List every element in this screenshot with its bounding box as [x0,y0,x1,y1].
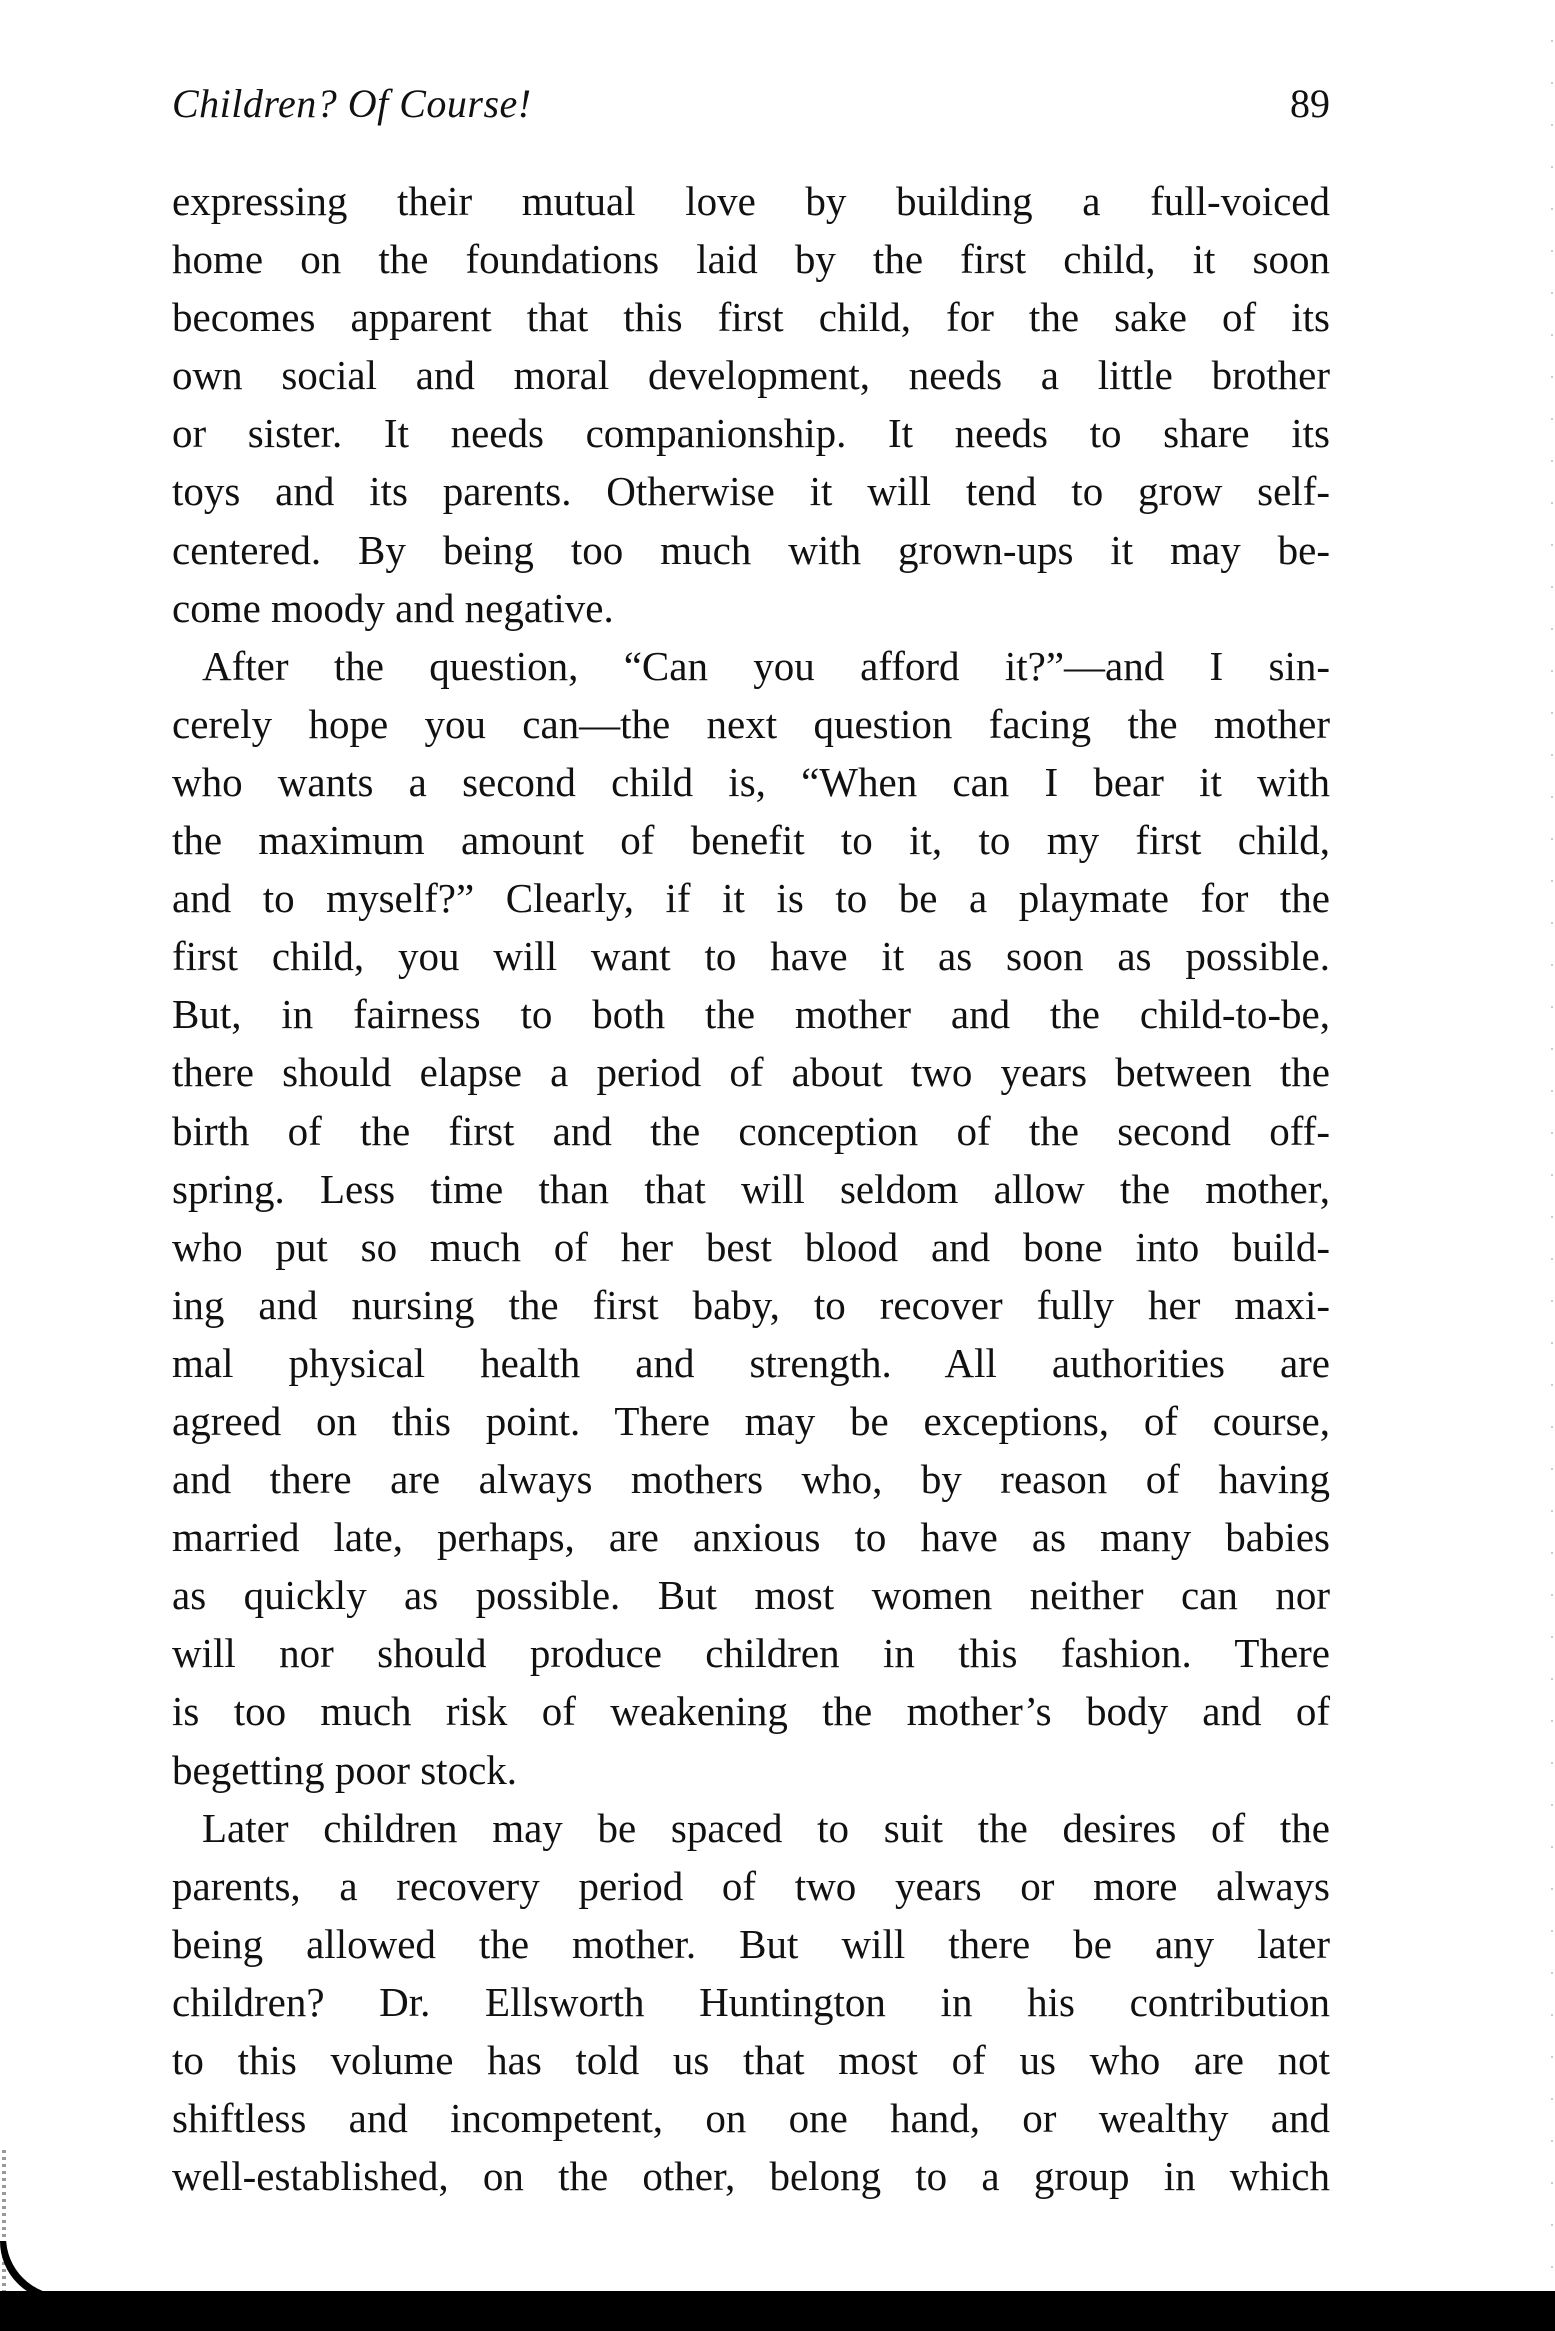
line-text: who wants a second child is, “When can I bear it with [172,758,1330,805]
text-line [172,1682,1330,1740]
text-line [172,1450,1330,1508]
text-line [172,521,1330,579]
text-line [172,811,1330,869]
line-text: to this volume has told us that most of us who are not [172,2037,1330,2083]
line-text: being allowed the mother. But will there be any later [172,1920,1330,1967]
text-line [172,404,1330,462]
text-line [172,172,1330,230]
line-text: own social and moral development, needs a little brother [172,352,1330,399]
text-line [172,1741,1330,1799]
line-text: parents, a recovery period of two years or more always [172,1862,1330,1909]
text-line [172,1624,1330,1682]
paragraph-first-line [172,1799,1330,1857]
text-line [172,346,1330,404]
line-text: mal physical health and strength. All authorities are [172,1339,1330,1386]
line-text: Later children may be spaced to suit the desires of the [202,1804,1330,1851]
text-line [172,753,1330,811]
line-text: there should elapse a period of about two years between the [172,1049,1330,1096]
line-text: come moody and negative. [172,584,614,631]
running-header [172,80,1330,140]
text-line [172,869,1330,927]
line-text: who put so much of her best blood and bone into build- [172,1223,1330,1270]
text-line [172,462,1330,520]
text-line [172,695,1330,753]
line-text: and to myself?” Clearly, if it is to be a playmate for the [172,875,1330,922]
line-text: will nor should produce children in this fashion. There [172,1630,1330,1677]
line-text: spring. Less time than that will seldom allow the mother, [172,1165,1330,1212]
running-title: Children? Of Course! [172,81,532,126]
text-line [172,1102,1330,1160]
line-text: first child, you will want to have it as soon as possible. [172,933,1330,980]
line-text: ing and nursing the first baby, to recover fully her maxi- [172,1281,1330,1328]
line-text: But, in fairness to both the mother and the child-to-be, [172,991,1330,1038]
line-text: cerely hope you can—the next question facing the mother [172,700,1330,747]
text-line [172,2031,1330,2089]
page-edge-left [2,2150,6,2300]
line-text: centered. By being too much with grown-ups it may be- [172,526,1330,573]
line-text: birth of the first and the conception of the second off- [172,1107,1330,1154]
page-edge-right [1551,0,1553,2300]
body-text [172,172,1330,2205]
text-line [172,1276,1330,1334]
text-line [172,579,1330,637]
line-text: begetting poor stock. [172,1746,518,1793]
line-text: and there are always mothers who, by reason of having [172,1456,1330,1503]
line-text: children? Dr. Ellsworth Huntington in his contribution [172,1978,1330,2025]
line-text: well-established, on the other, belong to a group in which [172,2153,1330,2200]
text-line [172,1857,1330,1915]
line-text: as quickly as possible. But most women neither can nor [172,1572,1330,1619]
text-line [172,1043,1330,1101]
text-line [172,1392,1330,1450]
line-text: After the question, “Can you afford it?”—and I sin- [202,642,1330,689]
line-text: shiftless and incompetent, on one hand, or wealthy and [172,2095,1330,2142]
line-text: married late, perhaps, are anxious to have as many babies [172,1514,1330,1561]
line-text: agreed on this point. There may be exceptions, of course, [172,1397,1330,1444]
line-text: expressing their mutual love by building a full-voiced [172,178,1330,224]
line-text: the maximum amount of benefit to it, to my first child, [172,817,1330,864]
text-line [172,985,1330,1043]
line-text: is too much risk of weakening the mother’s body and of [172,1688,1330,1735]
page-number: 89 [1290,81,1330,126]
line-text: or sister. It needs companionship. It needs to share its [172,410,1330,457]
page-curl-inner [6,2235,66,2295]
text-line [172,230,1330,288]
line-text: toys and its parents. Otherwise it will tend to grow self- [172,468,1330,515]
text-line [172,2147,1330,2205]
text-line [172,1915,1330,1973]
line-text: home on the foundations laid by the first child, it soon [172,236,1330,283]
text-line [172,1218,1330,1276]
text-line [172,927,1330,985]
text-line [172,2089,1330,2147]
text-line [172,288,1330,346]
text-line [172,1566,1330,1624]
line-text: becomes apparent that this first child, for the sake of its [172,294,1330,341]
text-line [172,1508,1330,1566]
paragraph-first-line [172,637,1330,695]
text-line [172,1334,1330,1392]
text-line [172,1973,1330,2031]
page-bottom-shadow [0,2291,1555,2331]
text-line [172,1160,1330,1218]
